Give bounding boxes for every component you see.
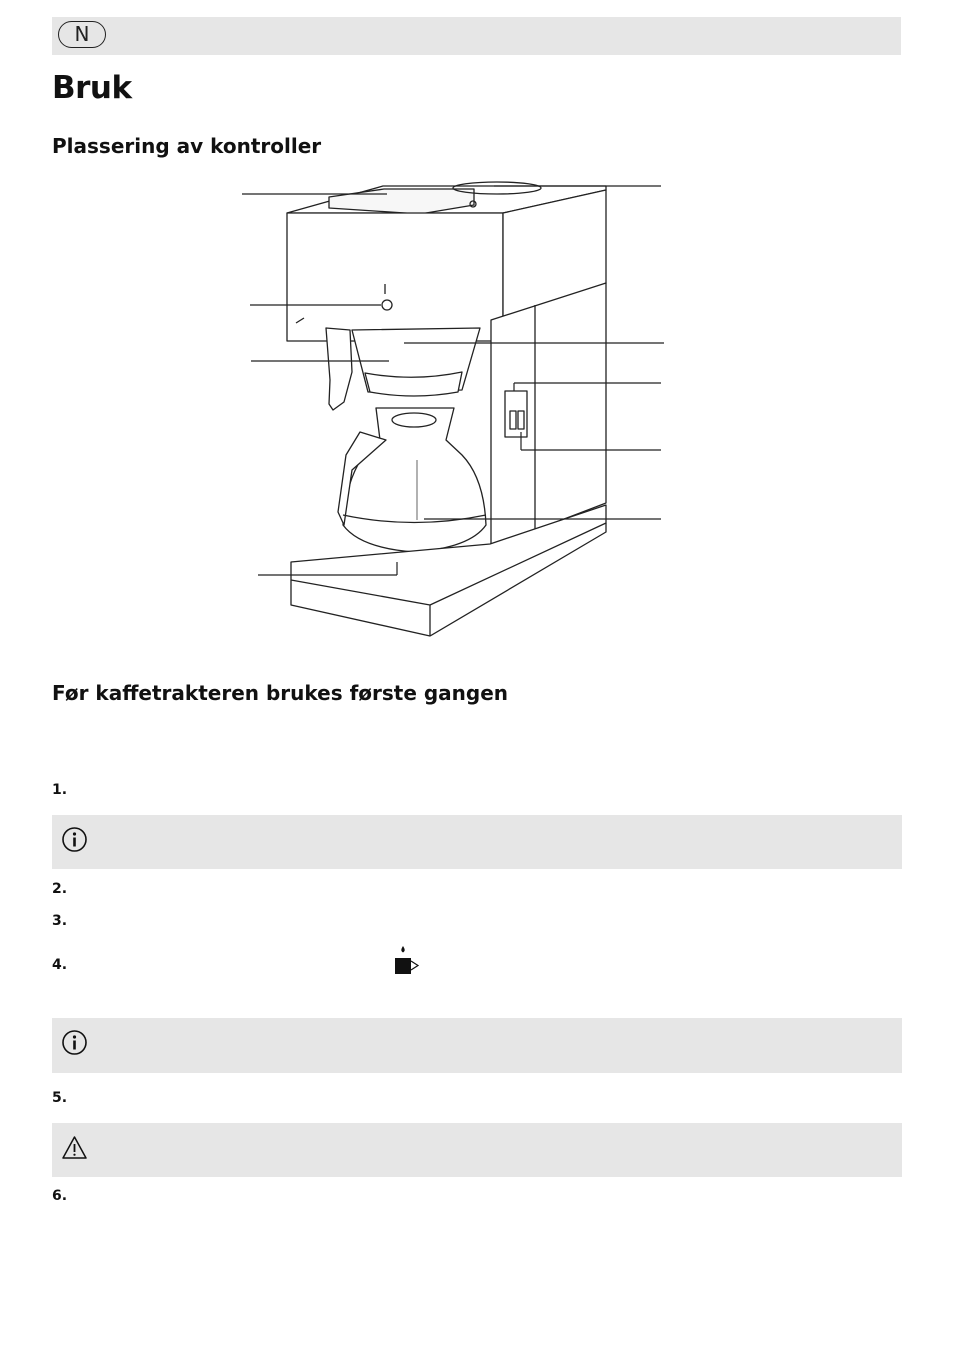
coffee-cup-icon	[394, 945, 422, 975]
step-number-2: 2.	[52, 881, 68, 897]
step-number-3: 3.	[52, 913, 68, 929]
step-number-6: 6.	[52, 1188, 68, 1204]
info-icon	[61, 1029, 88, 1056]
coffee-maker-diagram	[236, 176, 676, 642]
warning-icon	[61, 1134, 88, 1161]
language-bar	[52, 17, 901, 55]
info-note-1	[52, 815, 902, 869]
section-heading-controls: Plassering av kontroller	[52, 134, 322, 158]
step-number-1: 1.	[52, 782, 68, 798]
page-title: Bruk	[52, 70, 132, 106]
section-heading-before-first-use: Før kaffetrakteren brukes første gangen	[52, 681, 509, 705]
step-number-5: 5.	[52, 1090, 68, 1106]
step-number-4: 4.	[52, 957, 68, 973]
info-note-2	[52, 1018, 902, 1073]
info-icon	[61, 826, 88, 853]
warning-note	[52, 1123, 902, 1177]
language-badge: N	[58, 21, 106, 48]
